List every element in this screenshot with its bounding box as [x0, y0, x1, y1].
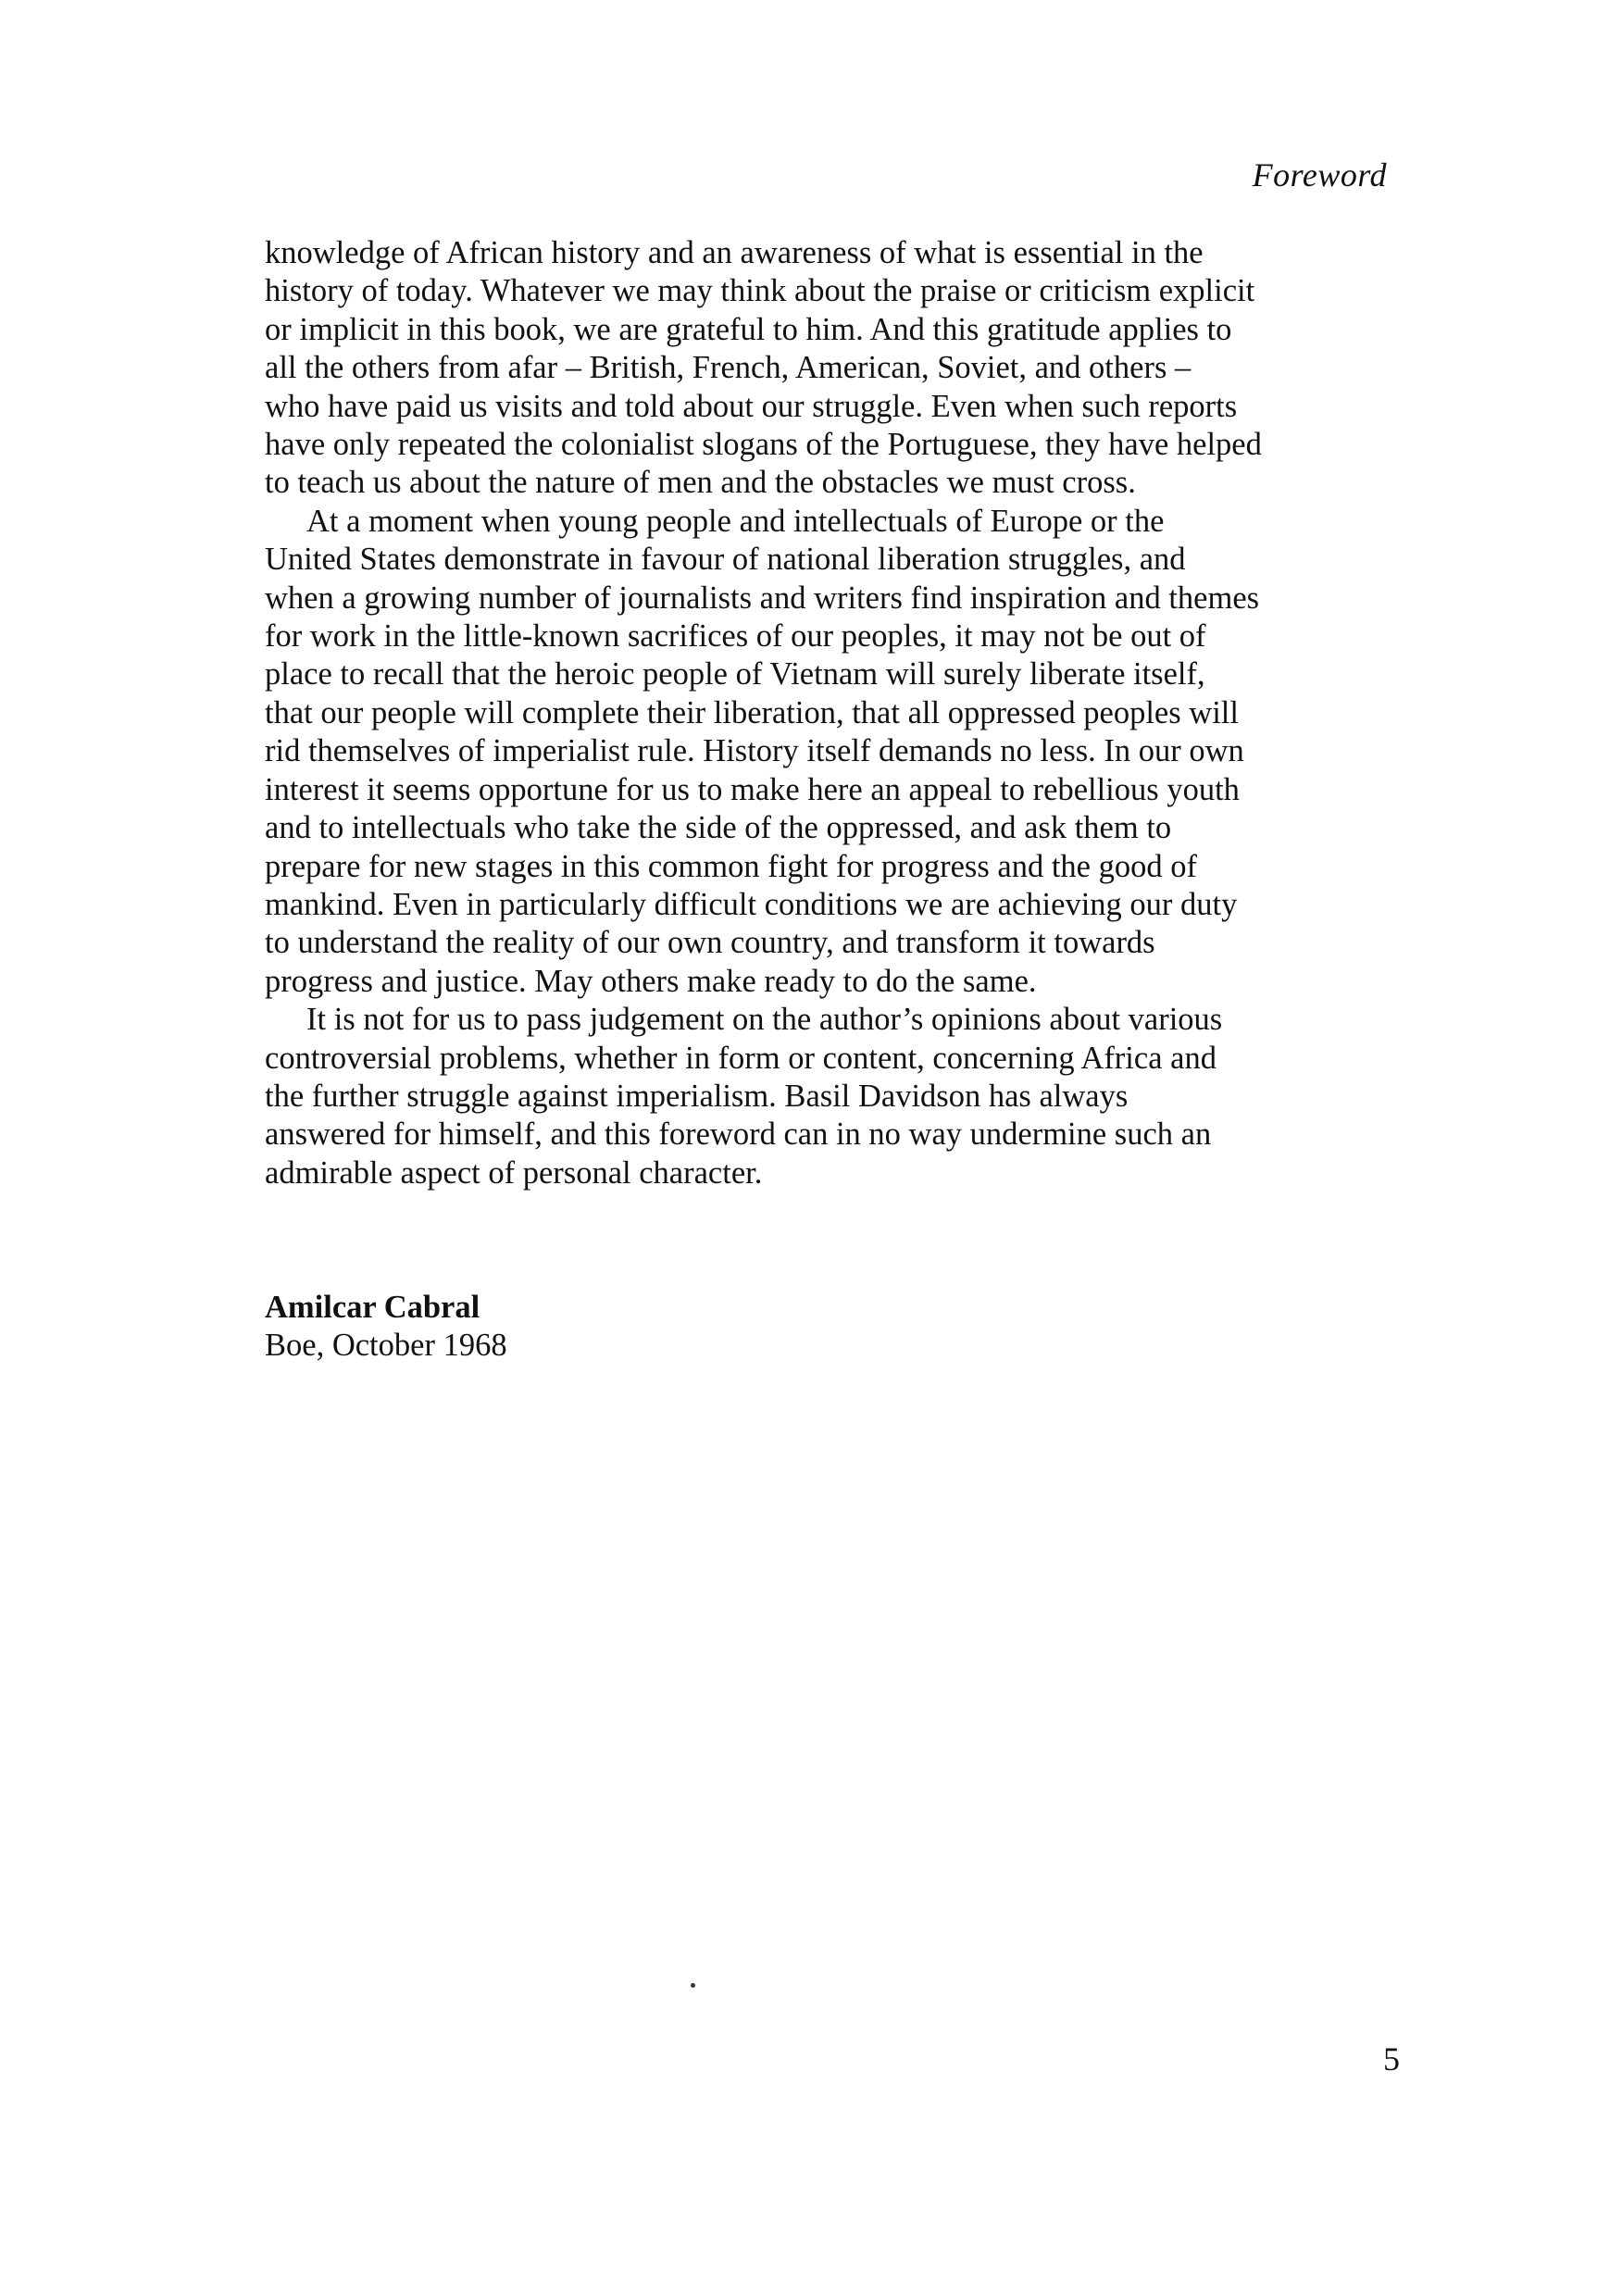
body-text [265, 234, 1405, 1192]
signature-name: Amilcar Cabral [265, 1290, 480, 1325]
text-line: the further struggle against imperialism. Basil Davidson has always [265, 1078, 1129, 1114]
signature-place-date: Boe, October 1968 [265, 1328, 507, 1364]
text-line: have only repeated the colonialist slogans of the Portuguese, they have helped [265, 427, 1262, 463]
text-line: for work in the little-known sacrifices of our peoples, it may not be out of [265, 618, 1206, 655]
text-line: rid themselves of imperialist rule. History itself demands no less. In our own [265, 733, 1244, 769]
text-line: progress and justice. May others make ready to do the same. [265, 963, 1037, 999]
paragraph-3 [265, 1001, 1405, 1192]
signature-block [265, 1289, 507, 1366]
paragraph-2 [265, 503, 1405, 1001]
paragraph-1 [265, 234, 1405, 503]
text-line: prepare for new stages in this common fight for progress and the good of [265, 848, 1197, 884]
text-line: knowledge of African history and an awareness of what is essential in the [265, 235, 1204, 270]
text-line: when a growing number of journalists and writers find inspiration and themes [265, 580, 1260, 616]
text-line: place to recall that the heroic people of Vietnam will surely liberate itself, [265, 656, 1205, 693]
text-line: all the others from afar – British, French, American, Soviet, and others – [265, 350, 1192, 386]
text-line: to understand the reality of our own country, and transform it towards [265, 925, 1155, 961]
text-line: answered for himself, and this foreword can in no way undermine such an [265, 1117, 1212, 1153]
text-line: At a moment when young people and intellectuals of Europe or the [306, 503, 1165, 539]
text-line: to teach us about the nature of men and the obstacles we must cross. [265, 465, 1136, 501]
text-line: United States demonstrate in favour of national liberation struggles, and [265, 542, 1186, 578]
text-line: history of today. Whatever we may think about the praise or criticism explicit [265, 273, 1255, 309]
page-number: 5 [1383, 2040, 1400, 2078]
text-line: admirable aspect of personal character. [265, 1154, 763, 1191]
text-line: that our people will complete their liberation, that all oppressed peoples will [265, 694, 1239, 730]
text-line: or implicit in this book, we are grateful to him. And this gratitude applies to [265, 311, 1232, 347]
text-line: who have paid us visits and told about our struggle. Even when such reports [265, 388, 1238, 424]
running-header: Foreword [1252, 156, 1387, 193]
text-line: and to intellectuals who take the side of the oppressed, and ask them to [265, 810, 1172, 846]
scan-speck [691, 1983, 695, 1988]
text-line: mankind. Even in particularly difficult conditions we are achieving our duty [265, 886, 1238, 922]
text-line: controversial problems, whether in form or content, concerning Africa and [265, 1040, 1216, 1076]
text-line: It is not for us to pass judgement on the author’s opinions about various [306, 1002, 1223, 1038]
text-line: interest it seems opportune for us to make here an appeal to rebellious youth [265, 771, 1240, 807]
